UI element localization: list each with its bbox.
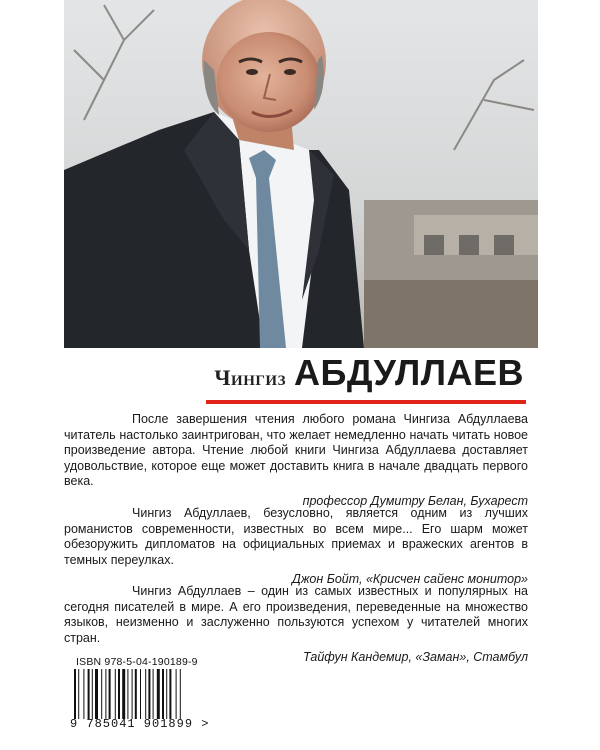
blurb-text: После завершения чтения любого романа Чингиза Абдуллаева читатель настолько заинтригован, что желает немедленно начать читать новое произведение автора. Чтение любой книги Чингиза Абдуллаева доставляет удовольствие, которое еще может доставить книга в начале двадцать первого века.	[64, 412, 528, 489]
blurb-attribution: профессор Думитру Белан, Бухарест	[302, 493, 528, 508]
isbn-barcode	[70, 656, 226, 738]
author-name	[64, 352, 524, 398]
red-divider	[206, 400, 526, 404]
barcode-bars	[70, 669, 220, 719]
author-first-name: Чингиз	[214, 365, 286, 390]
blurb-1	[64, 412, 528, 510]
blurb-3	[64, 584, 528, 666]
author-portrait-image	[64, 0, 538, 348]
blurb-2	[64, 506, 528, 588]
blurb-attribution: Тайфун Кандемир, «Заман», Стамбул	[303, 650, 528, 665]
author-last-name: АБДУЛЛАЕВ	[293, 352, 524, 393]
isbn-label: ISBN 978-5-04-190189-9	[76, 656, 198, 668]
blurb-attribution: Джон Бойт, «Крисчен сайенс монитор»	[292, 572, 528, 587]
blurb-text: Чингиз Абдуллаев – один из самых известных и популярных на сегодня писателей в мире. А его произведения, переведенные на множество языков, неизменно и заслуженно пользуются успехом у читателей многих стран.	[64, 584, 528, 645]
blurb-text: Чингиз Абдуллаев, безусловно, является одним из лучших романистов современности, известных во всем мире... Его шарм может обезоружить дипломатов на официальных приемах и вражеских агентов в темных переулках.	[64, 506, 528, 567]
barcode-digits: 9 785041 901899 >	[70, 717, 210, 731]
author-photo	[64, 0, 538, 348]
